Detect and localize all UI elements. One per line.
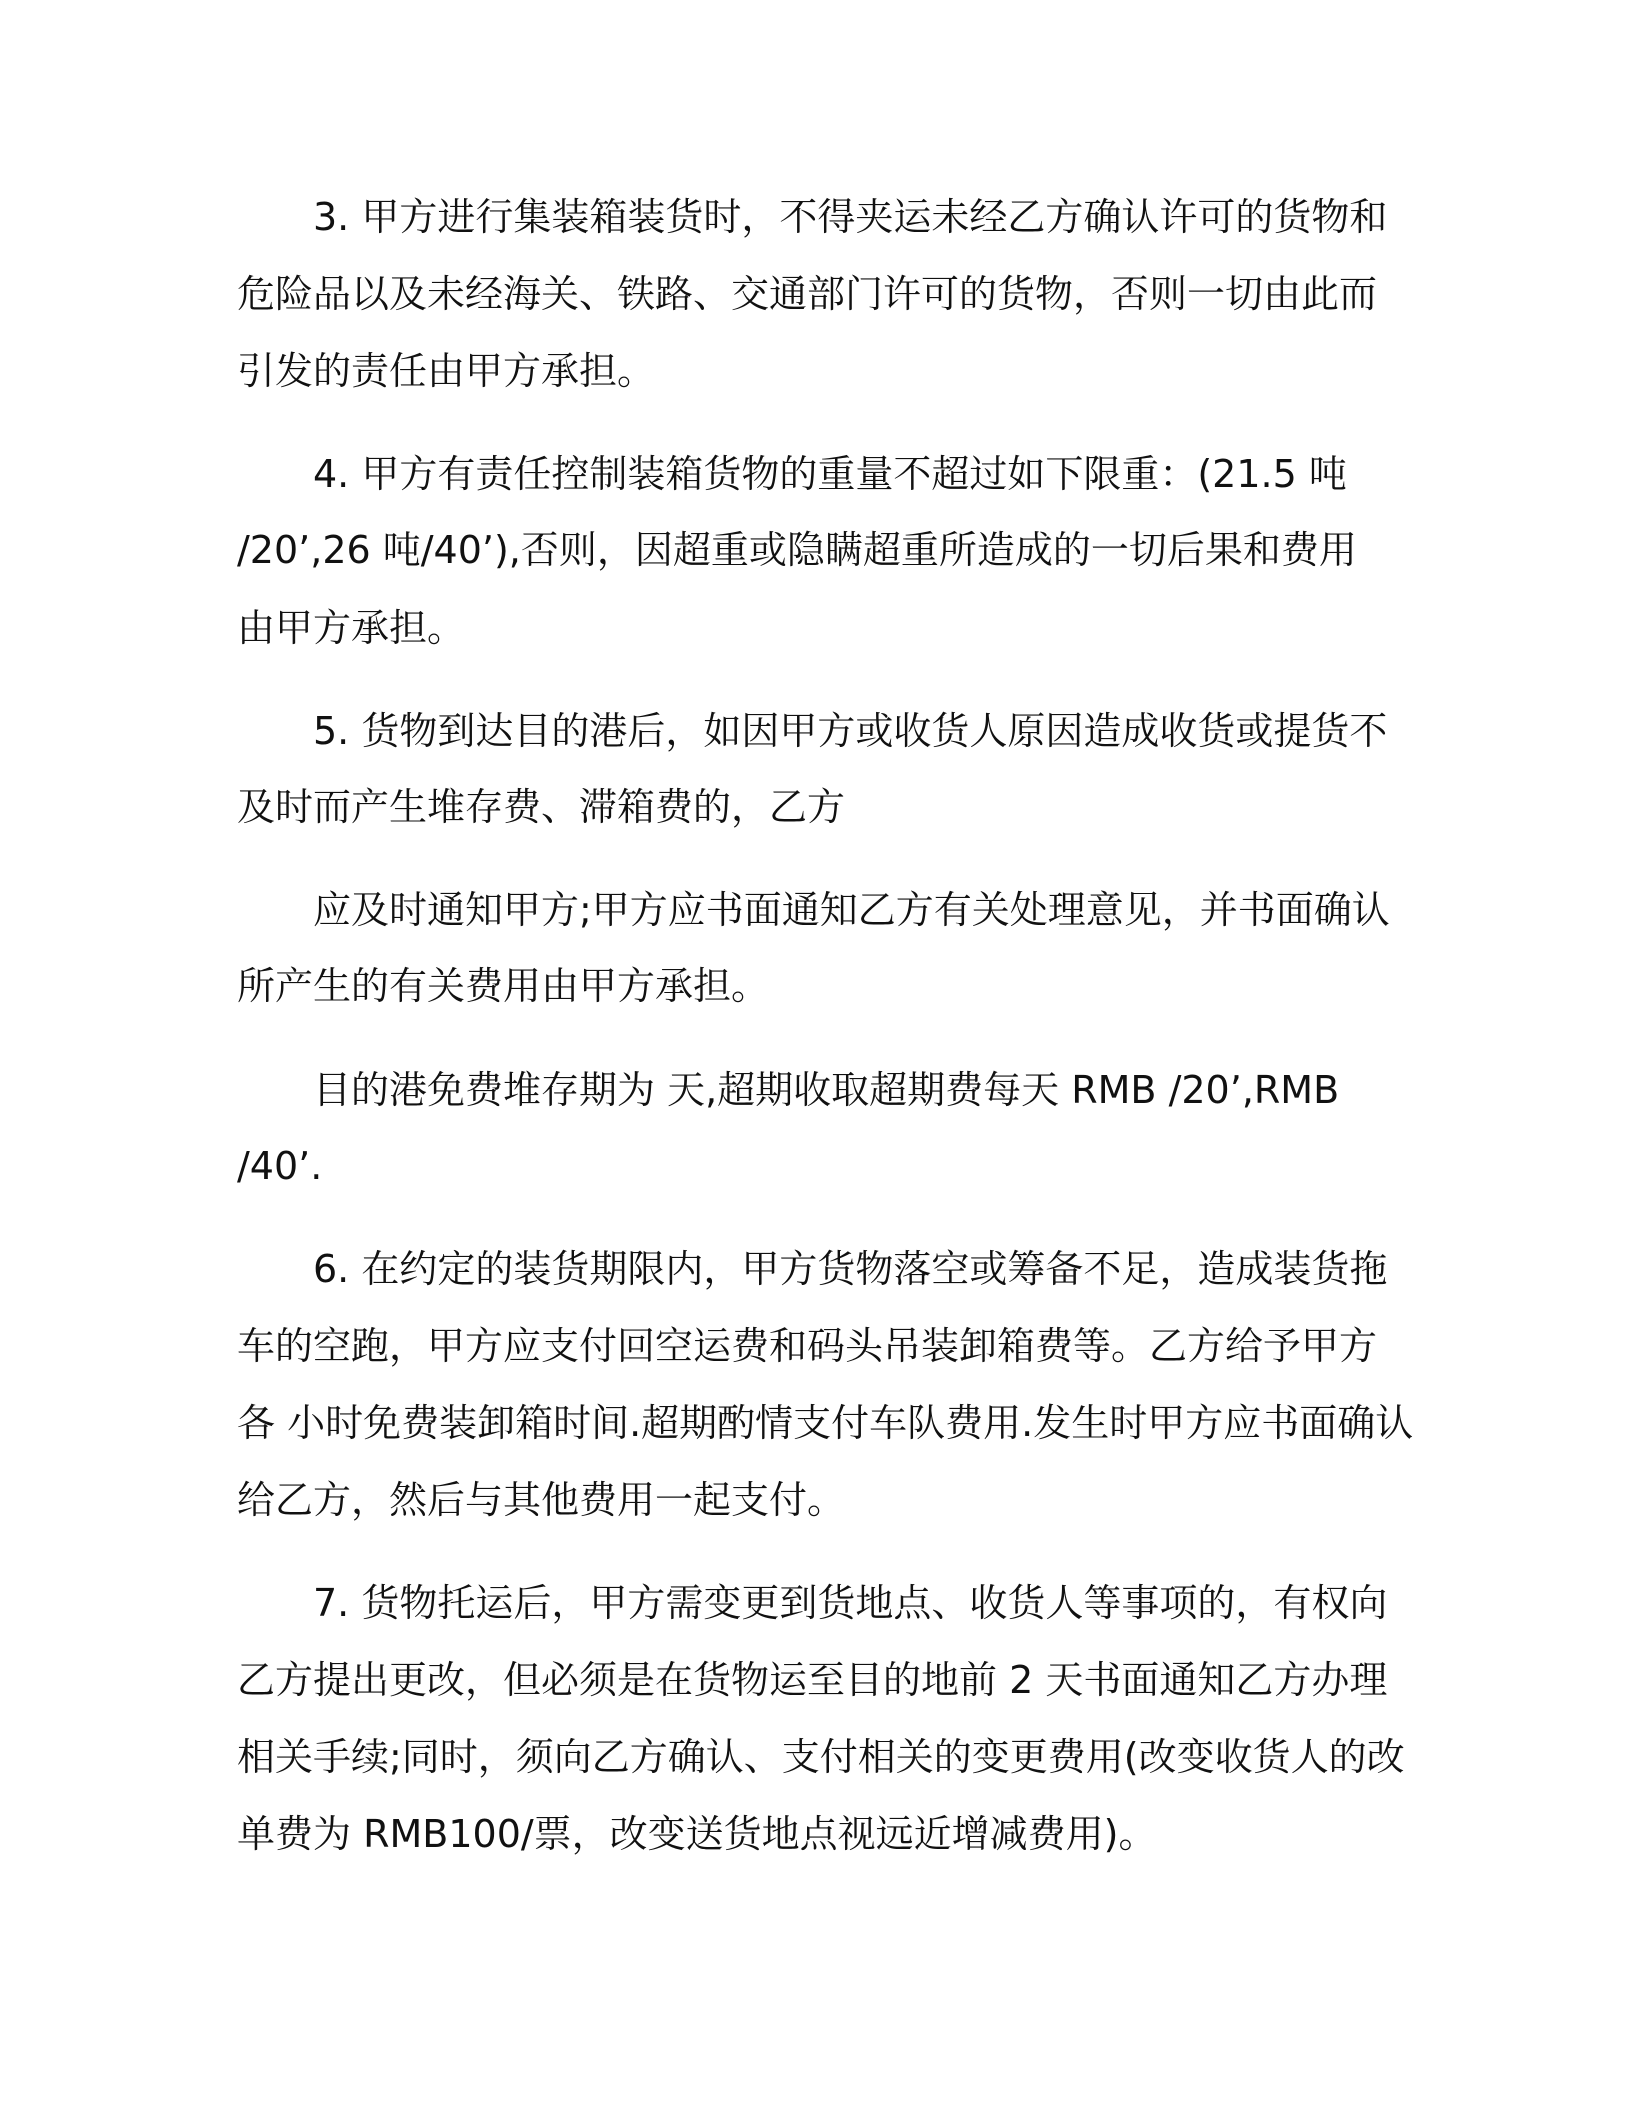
text-line: 目的港免费堆存期为 天,超期收取超期费每天 RMB /20’,RMB xyxy=(313,1068,1340,1112)
text-line: 给乙方，然后与其他费用一起支付。 xyxy=(237,1478,846,1522)
text-line: /20’,26 吨/40’),否则，因超重或隐瞒超重所造成的一切后果和费用 xyxy=(237,528,1357,572)
text-line: 危险品以及未经海关、铁路、交通部门许可的货物，否则一切由此而 xyxy=(237,272,1378,316)
text-line: /40’. xyxy=(237,1144,323,1188)
text-line: 相关手续;同时，须向乙方确认、支付相关的变更费用(改变收货人的改 xyxy=(237,1735,1405,1779)
text-line: 5. 货物到达目的港后，如因甲方或收货人原因造成收货或提货不 xyxy=(313,709,1388,753)
text-line: 7. 货物托运后，甲方需变更到货地点、收货人等事项的，有权向 xyxy=(313,1581,1388,1625)
text-line: 4. 甲方有责任控制装箱货物的重量不超过如下限重：(21.5 吨 xyxy=(313,452,1347,496)
text-line: 各 小时免费装卸箱时间.超期酌情支付车队费用.发生时甲方应书面确认 xyxy=(237,1401,1414,1445)
text-line: 3. 甲方进行集装箱装货时，不得夹运未经乙方确认许可的货物和 xyxy=(313,195,1388,239)
text-line: 乙方提出更改，但必须是在货物运至目的地前 2 天书面通知乙方办理 xyxy=(237,1658,1388,1702)
text-line: 及时而产生堆存费、滞箱费的，乙方 xyxy=(237,785,846,829)
text-line: 引发的责任由甲方承担。 xyxy=(237,349,656,393)
text-line: 应及时通知甲方;甲方应书面通知乙方有关处理意见，并书面确认 xyxy=(313,888,1390,932)
text-line: 单费为 RMB100/票，改变送货地点视远近增减费用)。 xyxy=(237,1812,1157,1856)
text-line: 6. 在约定的装货期限内，甲方货物落空或筹备不足，造成装货拖 xyxy=(313,1247,1388,1291)
text-line: 由甲方承担。 xyxy=(237,606,466,650)
text-line: 所产生的有关费用由甲方承担。 xyxy=(237,964,770,1008)
text-line: 车的空跑，甲方应支付回空运费和码头吊装卸箱费等。乙方给予甲方 xyxy=(237,1324,1378,1368)
